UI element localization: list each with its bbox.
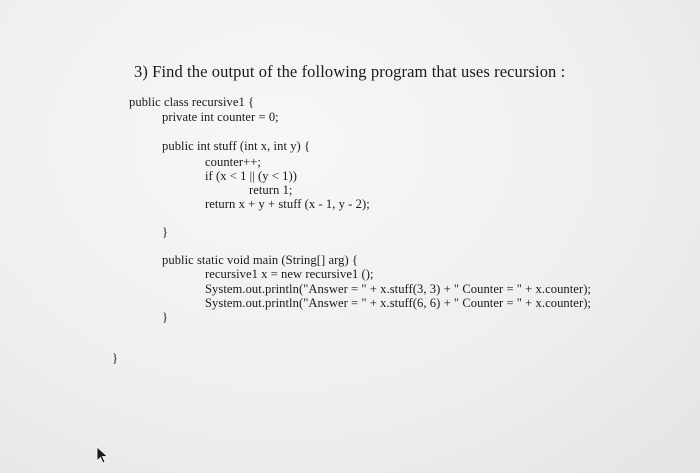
code-line-stuff-close-brace: } <box>162 225 169 239</box>
code-line-class-declaration: public class recursive1 { <box>129 95 255 109</box>
code-line-object-creation: recursive1 x = new recursive1 (); <box>205 267 374 281</box>
code-line-class-close-brace: } <box>112 351 119 365</box>
code-line-counter-field: private int counter = 0; <box>162 110 279 124</box>
code-line-stuff-signature: public int stuff (int x, int y) { <box>162 139 311 153</box>
code-line-counter-increment: counter++; <box>205 155 261 169</box>
question-heading: 3) Find the output of the following program that uses recursion : <box>134 62 566 81</box>
code-line-return-one: return 1; <box>249 183 293 197</box>
code-line-main-signature: public static void main (String[] arg) { <box>162 253 358 267</box>
code-line-println-first: System.out.println("Answer = " + x.stuff(3, 3) + " Counter = " + x.counter); <box>205 282 591 296</box>
code-line-println-second: System.out.println("Answer = " + x.stuff(6, 6) + " Counter = " + x.counter); <box>205 296 591 310</box>
code-line-if-condition: if (x < 1 || (y < 1)) <box>205 169 297 183</box>
code-line-recursive-return: return x + y + stuff (x - 1, y - 2); <box>205 197 370 211</box>
code-line-main-close-brace: } <box>162 310 169 324</box>
